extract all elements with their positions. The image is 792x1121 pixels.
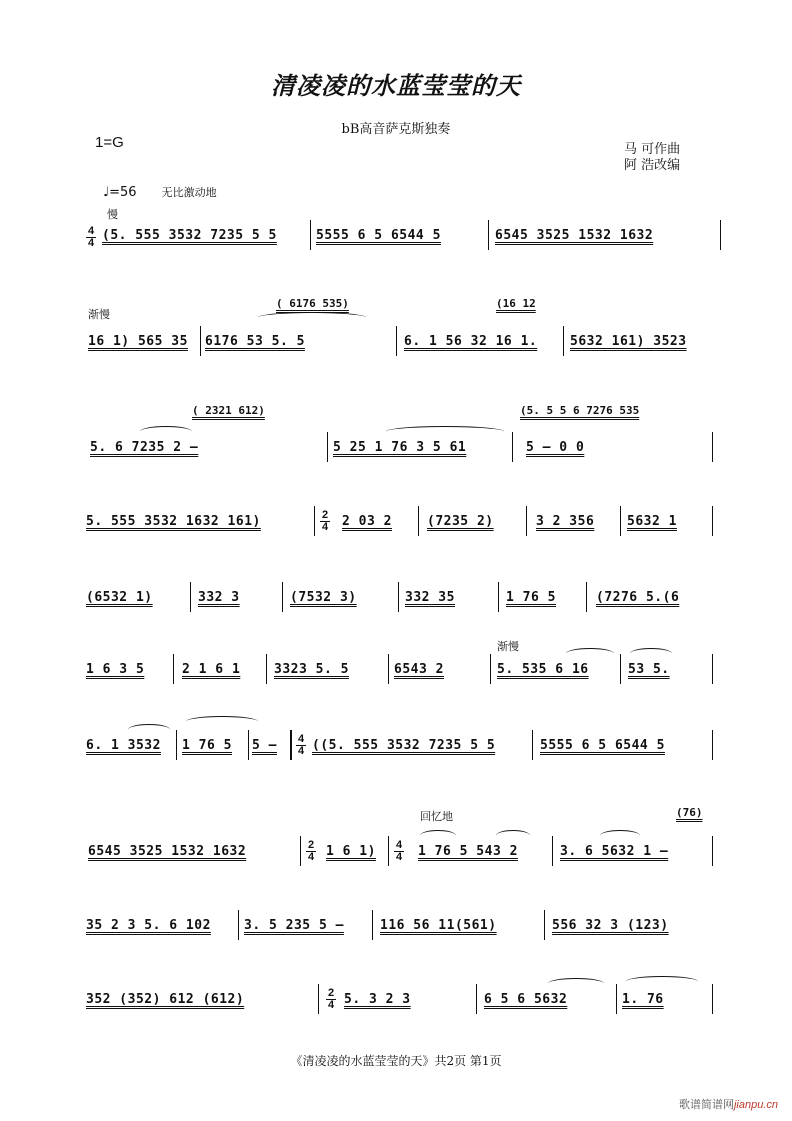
barline bbox=[720, 220, 721, 250]
measure: (7235 2) bbox=[427, 514, 494, 529]
barline bbox=[200, 326, 201, 356]
time-signature: 4 4 bbox=[87, 225, 95, 249]
mark-gradually-slower: 渐慢 bbox=[497, 640, 519, 653]
measure: 1 6 1) bbox=[326, 844, 376, 859]
barline bbox=[620, 654, 621, 684]
barline bbox=[620, 506, 621, 536]
tempo-marking bbox=[103, 184, 217, 200]
measure: (7276 5.(6 bbox=[596, 590, 680, 605]
slur bbox=[630, 648, 672, 659]
barline bbox=[290, 730, 292, 760]
page-title: 清凌凌的水蓝莹莹的天 bbox=[271, 71, 521, 100]
measure: 332 35 bbox=[405, 590, 455, 605]
barline bbox=[327, 432, 328, 462]
measure: 6545 3525 1532 1632 bbox=[88, 844, 247, 859]
measure: 5. 6 7235 2 – bbox=[90, 440, 199, 455]
slur bbox=[548, 978, 604, 989]
barline bbox=[490, 654, 491, 684]
barline bbox=[563, 326, 564, 356]
bracketed-phrase: ( 6176 535) bbox=[276, 297, 349, 310]
measure: 332 3 bbox=[198, 590, 240, 605]
site-watermark bbox=[679, 1096, 778, 1112]
measure: 6543 2 bbox=[394, 662, 444, 677]
bracketed-phrase: (76) bbox=[676, 806, 703, 819]
measure: 3323 5. 5 bbox=[274, 662, 349, 677]
slur bbox=[258, 312, 366, 323]
slur bbox=[566, 648, 614, 659]
measure: 53 5. bbox=[628, 662, 670, 677]
measure: 2 03 2 bbox=[342, 514, 392, 529]
barline bbox=[712, 836, 713, 866]
barline bbox=[712, 730, 713, 760]
bracketed-phrase: ( 2321 612) bbox=[192, 404, 265, 417]
measure: 3 2 356 bbox=[536, 514, 595, 529]
barline bbox=[173, 654, 174, 684]
barline bbox=[190, 582, 191, 612]
measure: 6545 3525 1532 1632 bbox=[495, 228, 654, 243]
measure: 1 76 5 543 2 bbox=[418, 844, 518, 859]
measure: 116 56 11(561) bbox=[380, 918, 497, 933]
barline bbox=[248, 730, 249, 760]
measure: 5. 3 2 3 bbox=[344, 992, 411, 1007]
composer-credit: 马 可作曲 bbox=[624, 142, 681, 157]
measure: 5 – 0 0 bbox=[526, 440, 585, 455]
barline bbox=[712, 506, 713, 536]
barline bbox=[498, 582, 499, 612]
barline bbox=[372, 910, 373, 940]
measure: (5. 555 3532 7235 5 5 bbox=[102, 228, 277, 243]
key-signature: 1=G bbox=[95, 134, 124, 151]
barline bbox=[238, 910, 239, 940]
slur bbox=[386, 426, 504, 437]
measure: 1 76 5 bbox=[182, 738, 232, 753]
measure: 5 – bbox=[252, 738, 277, 753]
measure: 1 6 3 5 bbox=[86, 662, 145, 677]
time-signature: 2 4 bbox=[321, 509, 329, 533]
measure: 5632 161) 3523 bbox=[570, 334, 687, 349]
time-signature: 4 4 bbox=[297, 733, 305, 757]
measure: 5 25 1 76 3 5 61 bbox=[333, 440, 467, 455]
subtitle: bB高音萨克斯独奏 bbox=[341, 122, 451, 137]
measure: 6. 1 56 32 16 1. bbox=[404, 334, 538, 349]
measure: 3. 5 235 5 – bbox=[244, 918, 344, 933]
measure: 35 2 3 5. 6 102 bbox=[86, 918, 211, 933]
barline bbox=[712, 654, 713, 684]
slur bbox=[140, 426, 192, 437]
slur bbox=[420, 830, 456, 841]
slur bbox=[186, 716, 258, 727]
barline bbox=[488, 220, 489, 250]
barline bbox=[712, 432, 713, 462]
time-signature: 2 4 bbox=[307, 839, 315, 863]
bracketed-phrase: (16 12 bbox=[496, 297, 536, 310]
measure: (6532 1) bbox=[86, 590, 153, 605]
slur bbox=[626, 976, 698, 987]
slur bbox=[496, 830, 530, 841]
barline bbox=[476, 984, 477, 1014]
barline bbox=[314, 506, 315, 536]
slur bbox=[128, 724, 170, 735]
watermark-cn: 歌谱简谱网 bbox=[678, 1099, 734, 1111]
barline bbox=[282, 582, 283, 612]
slur bbox=[600, 830, 640, 841]
measure: 2 1 6 1 bbox=[182, 662, 241, 677]
barline bbox=[266, 654, 267, 684]
measure: 1 76 5 bbox=[506, 590, 556, 605]
tempo-value: ♩=56 bbox=[103, 185, 137, 200]
barline bbox=[418, 506, 419, 536]
watermark-latin: jianpu.cn bbox=[733, 1099, 778, 1111]
mark-reminiscently: 回忆地 bbox=[420, 810, 453, 823]
barline bbox=[712, 984, 713, 1014]
measure: ((5. 555 3532 7235 5 5 bbox=[312, 738, 496, 753]
page-footer: 《清凌凌的水蓝莹莹的天》共2页 第1页 bbox=[290, 1054, 502, 1068]
measure: 16 1) 565 35 bbox=[88, 334, 188, 349]
measure: (7532 3) bbox=[290, 590, 357, 605]
barline bbox=[532, 730, 533, 760]
time-signature: 2 4 bbox=[327, 987, 335, 1011]
measure: 5. 535 6 16 bbox=[497, 662, 589, 677]
bracketed-phrase: (5. 5 5 6 7276 535 bbox=[520, 404, 640, 417]
mark-gradually-slower: 渐慢 bbox=[88, 308, 110, 321]
barline bbox=[512, 432, 513, 462]
measure: 5. 555 3532 1632 161) bbox=[86, 514, 261, 529]
measure: 556 32 3 (123) bbox=[552, 918, 669, 933]
barline bbox=[544, 910, 545, 940]
tempo-expression: 无比激动地 bbox=[161, 186, 217, 199]
measure: 6176 53 5. 5 bbox=[205, 334, 305, 349]
barline bbox=[526, 506, 527, 536]
barline bbox=[310, 220, 311, 250]
barline bbox=[616, 984, 617, 1014]
barline bbox=[388, 836, 389, 866]
measure: 6 5 6 5632 bbox=[484, 992, 568, 1007]
measure: 6. 1 3532 bbox=[86, 738, 161, 753]
barline bbox=[388, 654, 389, 684]
barline bbox=[300, 836, 301, 866]
measure: 1. 76 bbox=[622, 992, 664, 1007]
mark-slow: 慢 bbox=[107, 208, 118, 221]
measure: 5555 6 5 6544 5 bbox=[540, 738, 665, 753]
barline bbox=[396, 326, 397, 356]
measure: 5555 6 5 6544 5 bbox=[316, 228, 441, 243]
measure: 3. 6 5632 1 – bbox=[560, 844, 669, 859]
barline bbox=[398, 582, 399, 612]
measure: 352 (352) 612 (612) bbox=[86, 992, 245, 1007]
barline bbox=[318, 984, 319, 1014]
barline bbox=[586, 582, 587, 612]
barline bbox=[552, 836, 553, 866]
time-signature: 4 4 bbox=[395, 839, 403, 863]
measure: 5632 1 bbox=[627, 514, 677, 529]
arranger-credit: 阿 浩改编 bbox=[624, 158, 681, 173]
barline bbox=[176, 730, 177, 760]
